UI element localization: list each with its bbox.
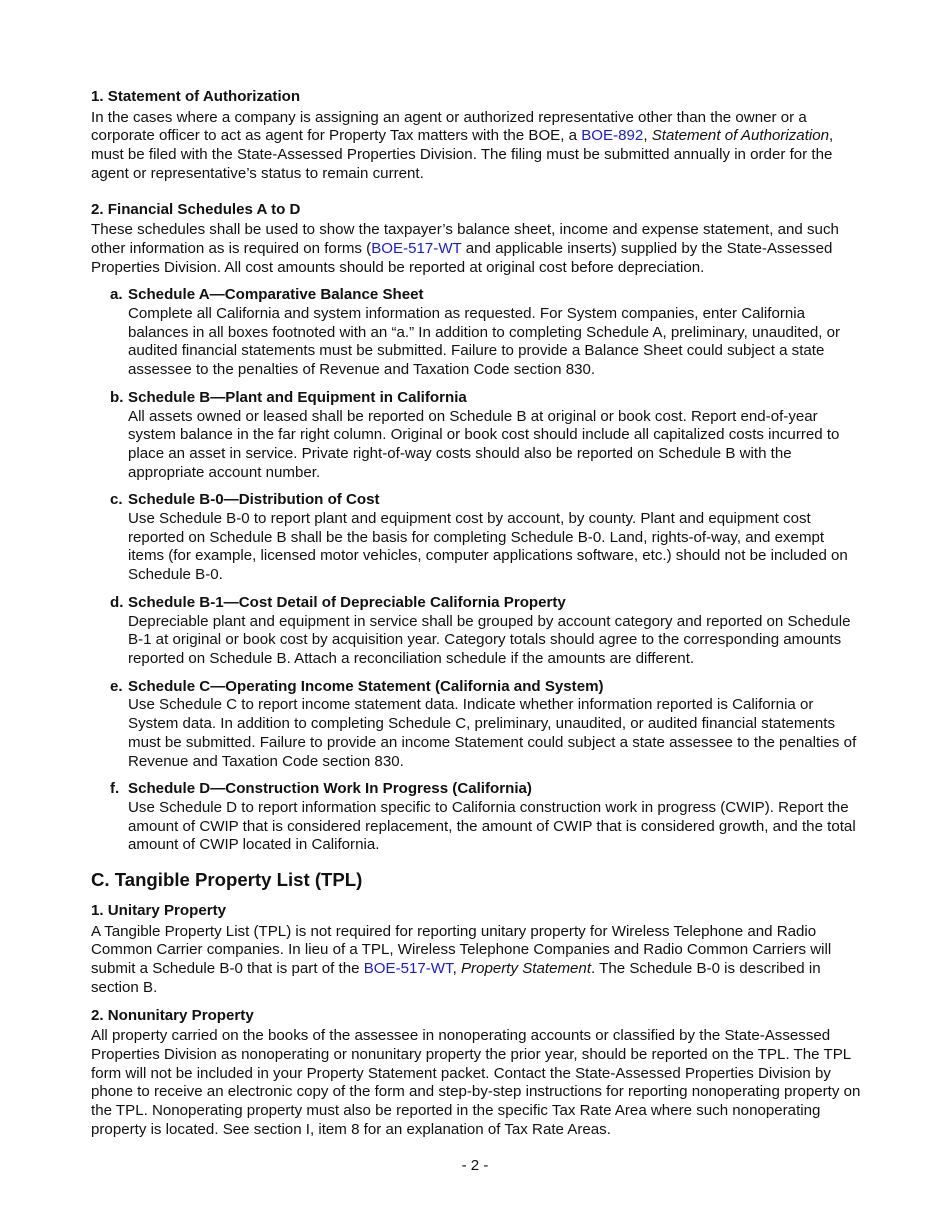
paragraph-text: ,: [452, 960, 461, 978]
schedule-list: [91, 286, 863, 855]
schedule-item-c: [91, 491, 863, 585]
schedule-title: Schedule B—Plant and Equipment in California: [128, 388, 467, 406]
list-letter: d.: [110, 593, 124, 611]
schedule-item-d: [91, 594, 863, 669]
schedule-description: Use Schedule C to report income statement data. Indicate whether information reported is California or System data. In addition to completing Schedule C, preliminary, unaudited, or audited financial statements must be submitted. Failure to provide an income Statement could subject a state assessee to the penalties of Revenue and Taxation Code section 830.: [128, 696, 857, 770]
schedule-title: Schedule B-1—Cost Detail of Depreciable California Property: [128, 593, 566, 611]
paragraph-text: . The Schedule B-0 is described in section B.: [91, 960, 821, 996]
schedule-title: Schedule D—Construction Work In Progress (California): [128, 780, 532, 798]
section-body-financial-schedules: [91, 221, 863, 277]
paragraph-text: A Tangible Property List (TPL) is not required for reporting unitary property for Wireless Telephone and Radio Common Carrier companies. In lieu of a TPL, Wireless Telephone Companies and Radio Common Carriers will submit a Schedule B-0 that is part of the: [91, 922, 832, 978]
section-heading-tangible-property-list: C. Tangible Property List (TPL): [91, 869, 363, 891]
list-letter: c.: [110, 491, 123, 509]
schedule-item-a: [91, 286, 863, 380]
paragraph-text: These schedules shall be used to show the taxpayer’s balance sheet, income and expense statement, and such other information as is required on forms (: [91, 221, 839, 257]
subsection-heading-nonunitary-property: 2. Nonunitary Property: [91, 1006, 254, 1024]
schedule-description: All assets owned or leased shall be reported on Schedule B at original or book cost. Report end-of-year system balance in the far right column. Original or book cost should include all capitalized costs incurred to place an asset in service. Private right-of-way costs should also be reported on Schedule B with the appropriate account number.: [128, 407, 840, 481]
page-number: - 2 -: [461, 1157, 489, 1174]
paragraph-text: ,: [643, 127, 652, 145]
boe-517-wt-link[interactable]: BOE-517-WT: [363, 960, 453, 978]
schedule-description: Depreciable plant and equipment in service shall be grouped by account category and reported on Schedule B-1 at original or book cost by acquisition year. Category totals should agree to the corresponding amounts reported on Schedule B. Attach a reconciliation schedule if the amounts are different.: [128, 612, 851, 667]
schedule-description: Use Schedule B-0 to report plant and equipment cost by account, by county. Plant and equipment cost reported on Schedule B shall be the basis for completing Schedule B-0. Land, rights-of-way, and exempt items (for example, licensed motor vehicles, computer applications software, etc.) should not be included on Schedule B-0.: [128, 510, 848, 584]
section-heading-financial-schedules: 2. Financial Schedules A to D: [91, 200, 301, 218]
paragraph-text: In the cases where a company is assigning an agent or authorized representative other than the owner or a corporate officer to act as agent for Property Tax matters with the BOE, a: [91, 108, 807, 145]
boe-517-wt-link[interactable]: BOE-517-WT: [371, 239, 462, 257]
schedule-description: Use Schedule D to report information specific to California construction work in progress (CWIP). Report the amount of CWIP that is considered replacement, the amount of CWIP that is considered growth, and the total amount of CWIP located in California.: [128, 798, 856, 854]
document-page: [91, 84, 863, 1139]
list-letter: f.: [110, 780, 120, 798]
section-heading-statement-of-authorization: 1. Statement of Authorization: [91, 88, 301, 105]
subsection-heading-unitary-property: 1. Unitary Property: [91, 902, 227, 920]
schedule-item-e: [91, 678, 863, 772]
subsection-body-unitary-property: [91, 923, 863, 998]
list-letter: a.: [110, 286, 123, 304]
schedule-description: Complete all California and system information as requested. For System companies, enter California balances in all boxes footnoted with an “a.” In addition to completing Schedule A, preliminary, unaudited, or audited financial statements must be submitted. Failure to provide a Balance Sheet could subject a state assessee to the penalties of Revenue and Taxation Code section 830.: [128, 305, 841, 379]
form-title-italic: Property Statement: [460, 960, 592, 978]
schedule-title: Schedule C—Operating Income Statement (California and System): [128, 677, 604, 695]
list-letter: b.: [110, 388, 124, 406]
section-body-statement-of-authorization: [91, 109, 863, 184]
schedule-title: Schedule A—Comparative Balance Sheet: [128, 286, 424, 304]
paragraph-text: and applicable inserts) supplied by the State-Assessed Properties Division. All cost amounts should be reported at original cost before depreciation.: [91, 239, 833, 276]
form-title-italic: Statement of Authorization: [651, 127, 830, 145]
subsection-body-nonunitary-property: All property carried on the books of the assessee in nonoperating accounts or classified by the State-Assessed Properties Division as nonoperating or nonunitary property the prior year, should be reported on the TPL. The TPL form will not be included in your Property Statement packet. Contact the State-Assessed Properties Division by phone to receive an electronic copy of the form and step-by-step instructions for reporting nonoperating property on the TPL. Nonoperating property must also be reported in the specific Tax Rate Area where such nonoperating property is located. See section I, item 8 for an explanation of Tax Rate Areas.: [91, 1027, 861, 1138]
paragraph-text: , must be filed with the State-Assessed Properties Division. The filing must be submitted annually in order for the agent or representative’s status to remain current.: [91, 127, 834, 182]
schedule-title: Schedule B-0—Distribution of Cost: [128, 491, 380, 509]
list-letter: e.: [110, 677, 123, 695]
schedule-item-b: [91, 389, 863, 483]
schedule-item-f: [91, 780, 863, 855]
boe-892-link[interactable]: BOE-892: [581, 127, 644, 145]
